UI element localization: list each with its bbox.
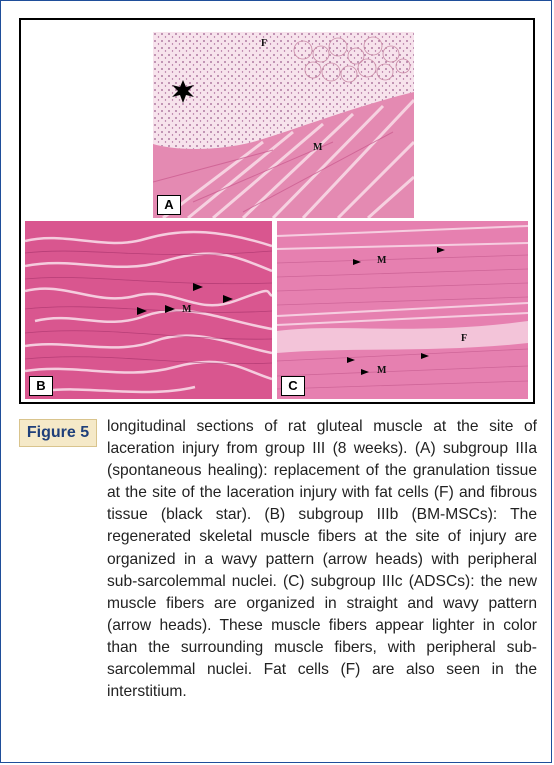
panel-a-micrograph [153, 32, 414, 218]
panel-c-tissue-image [277, 221, 528, 399]
panel-c-mark-fat: F [461, 333, 468, 344]
panel-b-mark-muscle: M [182, 304, 192, 315]
panel-a-label: A [157, 195, 181, 215]
figure-caption: longitudinal sections of rat gluteal muscle at the site of laceration injury from group III (8 weeks). (A) subgroup IIIa (spontaneous healing): replacement of the granulation tissue at the site of the laceration injury with fat cells (F) and fibrous tissue (black star). (B) subgroup IIIb (BM-MSCs): The regenerated skeletal muscle fibers at the site of injury are organized in a wavy pattern (arrow heads) with peripheral sub-sarcolemmal nuclei. (C) subgroup IIIc (ADSCs): the new muscle fibers are organized in straight and wavy pattern (arrow heads). These muscle fibers appear lighter in color than the surrounding muscle fibers, with peripheral sub-sarcolemmal nuclei. Fat cells (F) are also seen in the interstitium. [107, 418, 537, 701]
panel-a-tissue-image [153, 32, 414, 218]
panel-a-mark-muscle: M [313, 142, 323, 153]
panel-a-mark-fat: F [261, 38, 268, 49]
panel-b-tissue-image [25, 221, 272, 399]
panel-c-mark-muscle-bottom: M [377, 365, 387, 376]
figure-image-box [19, 18, 535, 404]
panel-c-mark-muscle-top: M [377, 255, 387, 266]
panel-b-micrograph [25, 221, 272, 399]
panel-c-micrograph [277, 221, 528, 399]
figure-label: Figure 5 [19, 419, 97, 447]
panel-c-label: C [281, 376, 305, 396]
panel-b-label: B [29, 376, 53, 396]
